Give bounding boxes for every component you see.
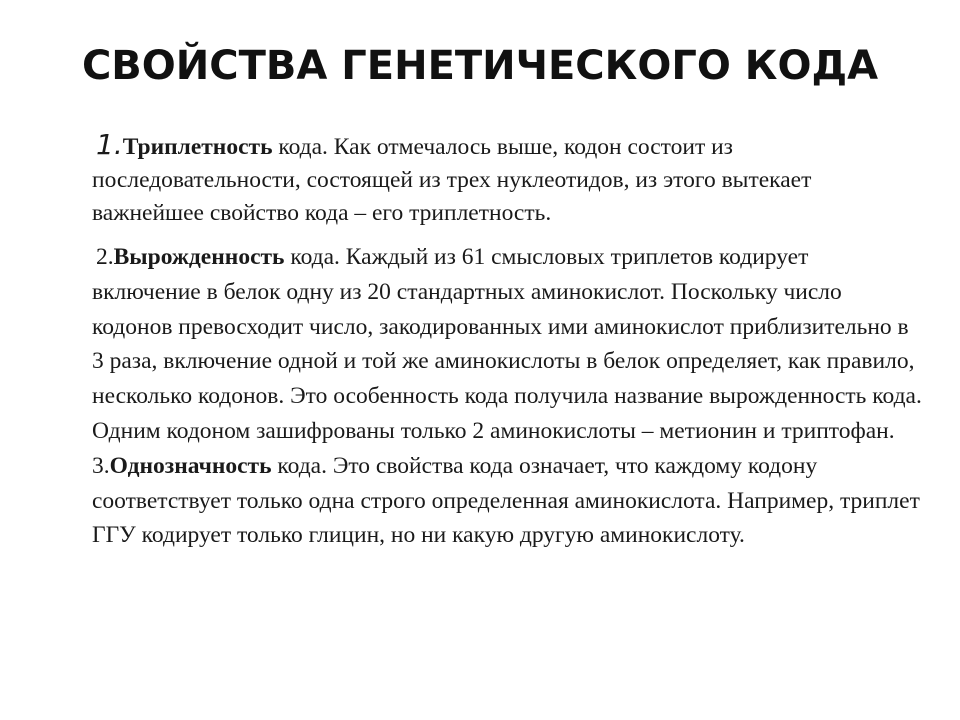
paragraph-degeneracy (92, 240, 922, 449)
paragraph-number: 1. (96, 128, 123, 161)
paragraph-text: кода. Это свойства кода означает, что каждому кодону соответствует только одна строго определенная аминокислота. Например, триплет ГГУ кодирует только глицин, но ни какую другую аминокислоту. (92, 452, 920, 549)
paragraph-uniqueness (92, 449, 922, 553)
paragraph-text: кода. Каждый из 61 смысловых триплетов кодирует включение в белок одну из 20 стандартных аминокислот. Поскольку число кодонов превосходит число, закодированных ими аминокислот приблизительно в 3 раза, включение одной и той же аминокислоты в белок определяет, как правило, несколько кодонов. Это особенность кода получила название вырожденность кода. Одним кодоном зашифрованы только 2 аминокислоты – метионин и триптофан. (92, 244, 922, 444)
paragraph-text: кода. Как отмечалось выше, кодон состоит из последовательности, состоящей из трех нуклеотидов, из этого вытекает важнейшее свойство кода – его триплетность. (92, 134, 812, 226)
paragraph-number: 2. (96, 244, 114, 270)
paragraph-number: 3. (92, 452, 110, 479)
term-degeneracy: Вырожденность (113, 244, 285, 270)
slide-body (92, 128, 922, 553)
term-triplet: Триплетность (122, 134, 273, 160)
term-uniqueness: Однозначность (109, 452, 272, 479)
slide-title: СВОЙСТВА ГЕНЕТИЧЕСКОГО КОДА (81, 43, 879, 89)
paragraph-triplet (92, 128, 922, 230)
